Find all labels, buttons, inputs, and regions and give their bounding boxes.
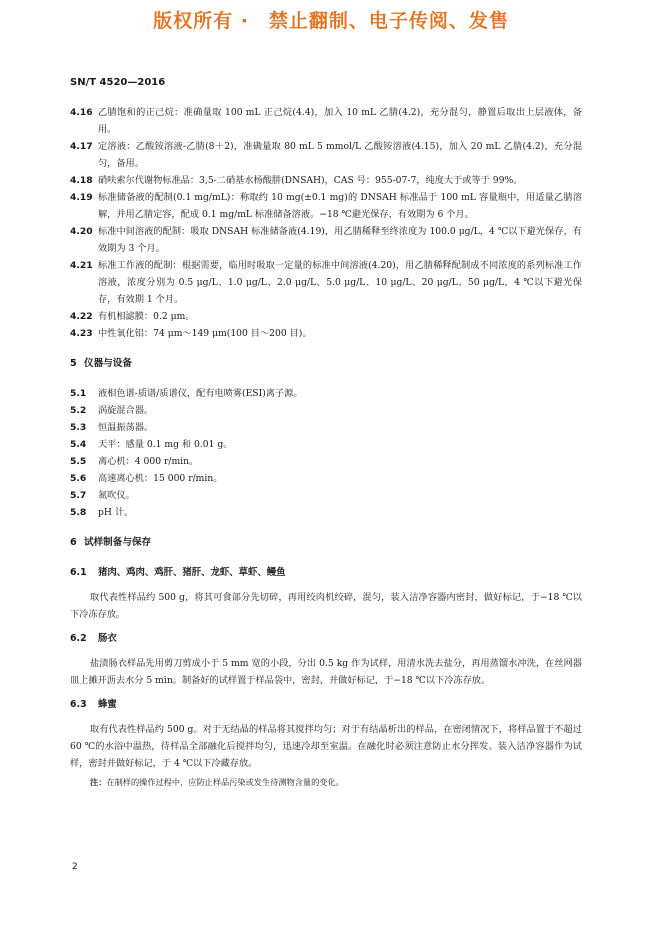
- clause-4-16: 4.16 乙腈饱和的正己烷：准确量取 100 mL 正己烷(4.4)，加入 10 mL 乙腈(4.2)，充分混匀，静置后取出上层液体，备用。: [70, 107, 582, 135]
- document-body: [70, 104, 582, 791]
- subsection-6-2-heading: 6.2 肠衣: [70, 633, 117, 644]
- page-number: 2: [72, 862, 78, 872]
- subsection-6-3-text: 取有代表性样品约 500 g。对于无结晶的样品将其搅拌均匀；对于有结晶析出的样品，在密闭情况下，将样品置于不超过 60 ℃的水浴中温热，待样品全部融化后搅拌均匀，迅速冷却至室温。在融化时必须注意防止水分挥发。装入洁净容器作为试样，密封并做好标记，于 4 ℃以下冷藏存放。: [70, 724, 582, 769]
- clause-4-22: 4.22 有机相滤膜：0.2 μm。: [70, 311, 195, 322]
- subsection-6-2-text: 盐渍肠衣样品先用剪刀剪成小于 5 mm 宽的小段，分出 0.5 kg 作为试样，用清水洗去盐分，再用蒸馏水冲洗，在丝网器皿上摊开沥去水分 5 min。制备好的试样置于样品袋中，密封，并做好标记，于−18 ℃以下冷冻存放。: [70, 658, 582, 686]
- note: [70, 774, 582, 791]
- clause-4-17: 4.17 定溶液：乙酸铵溶液-乙腈(8＋2)，准确量取 80 mL 5 mmol/L 乙酸铵溶液(4.15)，加入 20 mL 乙腈(4.2)，充分混匀，备用。: [70, 141, 582, 169]
- clause-5-3: 5.3 恒温振荡器。: [70, 422, 154, 433]
- clause-5-7: 5.7 氮吹仪。: [70, 490, 135, 501]
- clause-4-19: 4.19 标准储备液的配制(0.1 mg/mL)：称取约 10 mg(±0.1 mg)的 DNSAH 标准品于 100 mL 容量瓶中，用适量乙腈溶解，并用乙腈定容，配成 0.1 mg/mL 标准储备溶液。−18 ℃避光保存，有效期为 6 个月。: [70, 192, 582, 220]
- subsection-6-1-text: 取代表性样品约 500 g，将其可食部分先切碎，再用绞肉机绞碎，混匀，装入洁净容器内密封，做好标记，于−18 ℃以下冷冻存放。: [70, 592, 582, 620]
- subsection-6-3-heading: 6.3 蜂蜜: [70, 699, 117, 710]
- clause-4-18: 4.18 硝呋索尔代谢物标准品：3,5-二硝基水杨酸肼(DNSAH)，CAS 号：955-07-7，纯度大于或等于 99%。: [70, 175, 523, 186]
- standard-number: SN/T 4520—2016: [70, 77, 166, 88]
- clause-4-20: 4.20 标准中间溶液的配制：吸取 DNSAH 标准储备液(4.19)，用乙腈稀释至终浓度为 100.0 μg/L，4 ℃以下避光保存，有效期为 3 个月。: [70, 226, 582, 254]
- clause-4-23: 4.23 中性氧化铝：74 μm～149 μm(100 目～200 目)。: [70, 328, 312, 339]
- section-6-heading: 6 试样制备与保存: [70, 537, 152, 548]
- note-label: 注：: [90, 777, 107, 787]
- clause-5-5: 5.5 离心机：4 000 r/min。: [70, 456, 199, 467]
- clause-4-21: 4.21 标准工作液的配制：根据需要，临用时吸取一定量的标准中间溶液(4.20)，用乙腈稀释配制成不同浓度的系列标准工作溶液，浓度分别为 0.5 μg/L、1.0 μg/L、2.0 μg/L、5.0 μg/L、10 μg/L、20 μg/L、50 μg/L，4 ℃以下避光保存，有效期 1 个月。: [70, 260, 582, 305]
- copyright-banner: 版权所有 · 禁止翻制、电子传阅、发售: [153, 10, 509, 32]
- clause-5-6: 5.6 高速离心机：15 000 r/min。: [70, 473, 223, 484]
- section-5-heading: 5 仪器与设备: [70, 358, 132, 369]
- clause-5-8: 5.8 pH 计。: [70, 507, 134, 518]
- clause-5-1: 5.1 液相色谱-质谱/质谱仪，配有电喷雾(ESI)离子源。: [70, 388, 303, 399]
- note-text: 在制样的操作过程中，应防止样品污染或发生待测物含量的变化。: [106, 777, 344, 787]
- subsection-6-1-heading: 6.1 猪肉、鸡肉、鸡肝、猪肝、龙虾、草虾、鳗鱼: [70, 567, 286, 578]
- clause-5-2: 5.2 涡旋混合器。: [70, 405, 154, 416]
- clause-5-4: 5.4 天平：感量 0.1 mg 和 0.01 g。: [70, 439, 233, 450]
